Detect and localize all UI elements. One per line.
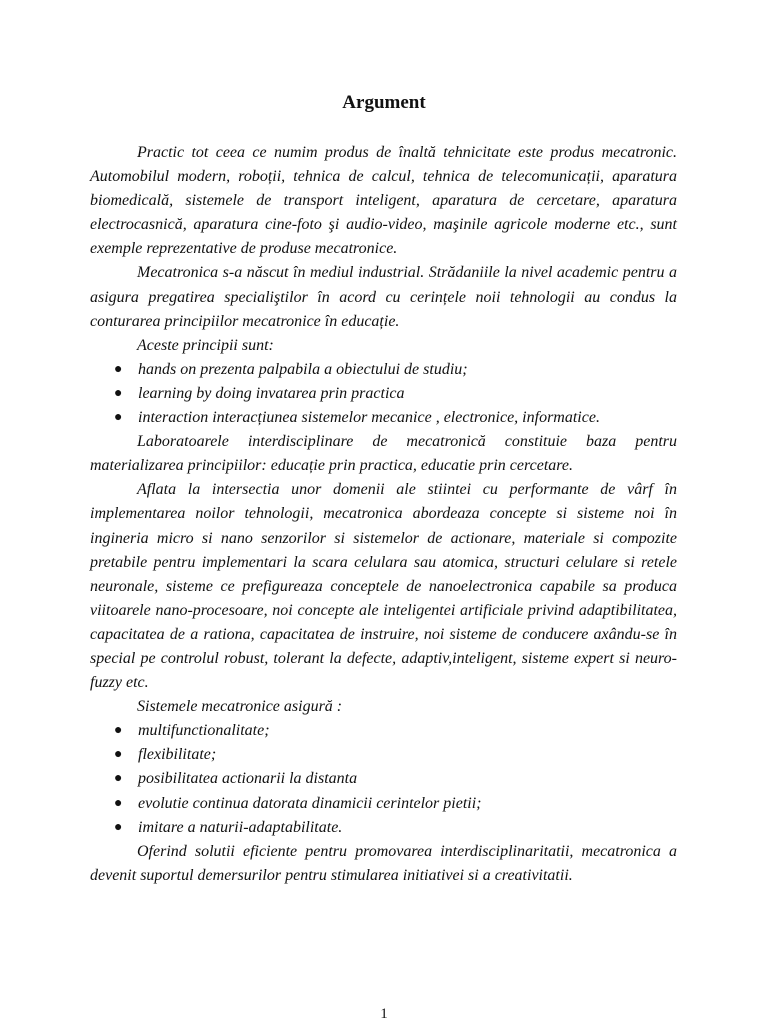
- list-item-text: evolutie continua datorata dinamicii cerintelor pietii;: [138, 794, 482, 812]
- principles-list: [90, 358, 677, 430]
- bullet-icon: ●: [114, 819, 123, 835]
- document-body: [90, 141, 677, 888]
- list-item: [90, 382, 677, 406]
- paragraph-research: Aflata la intersectia unor domenii ale stiintei cu performante de vârf în implementarea noilor tehnologii, mecatronica abordeaza concepte si sisteme noi în ingineria micro si nano senzorilor si sistemelor de actionare, materiale si compozite pretabile pentru implementari la scara celulara sau atomica, structuri celulare si retele neuronale, sisteme ce prefigureaza conceptele de nanoelectronica capabile sa produca viitoarele nano-procesoare, noi concepte ale inteligentei artificiale privind adaptibilitatea, capacitatea de a rationa, capacitatea de instruire, noi sisteme de conducere axându-se în special pe controlul robust, tolerant la defecte, adaptiv,inteligent, sisteme expert si neuro-fuzzy etc.: [90, 481, 677, 692]
- features-list: [90, 719, 677, 839]
- paragraph-origin: Mecatronica s-a născut în mediul industrial. Strădaniile la nivel academic pentru a asigura pregatirea specialiştilor în acord cu cerințele noii tehnologii au condus la conturarea principiilor mecatronice în educație.: [90, 264, 677, 330]
- list-item: [90, 358, 677, 382]
- bullet-icon: ●: [114, 771, 123, 787]
- bullet-icon: ●: [114, 361, 123, 377]
- paragraph-intro: Practic tot ceea ce numim produs de înaltă tehnicitate este produs mecatronic. Automobilul modern, roboții, tehnica de calcul, tehnica de telecomunicații, aparatura biomedicală, sistemele de transport inteligent, aparatura de cercetare, aparatura electrocasnică, aparatura cine-foto şi audio-video, maşinile agricole moderne etc., sunt exemple reprezentative de produse mecatronice.: [90, 144, 677, 258]
- paragraph-features-intro: Sistemele mecatronice asigură :: [137, 698, 343, 716]
- paragraph-conclusion: Oferind solutii eficiente pentru promovarea interdisciplinaritatii, mecatronica a devenit suportul demersurilor pentru stimularea initiativei si a creativitatii.: [90, 842, 677, 884]
- list-item-text: posibilitatea actionarii la distanta: [138, 770, 358, 788]
- list-item-text: multifunctionalitate;: [138, 722, 270, 740]
- paragraph-principles-intro: Aceste principii sunt:: [137, 336, 274, 354]
- bullet-icon: ●: [114, 410, 123, 426]
- list-item: [90, 406, 677, 430]
- list-item: [90, 719, 677, 743]
- paragraph-laboratories: Laboratoarele interdisciplinare de mecatronică constituie baza pentru materializarea principiilor: educație prin practica, educatie prin cercetare.: [90, 433, 677, 475]
- list-item: [90, 767, 677, 791]
- page-title: Argument: [342, 92, 426, 113]
- bullet-icon: ●: [114, 747, 123, 763]
- list-item-text: hands on prezenta palpabila a obiectului de studiu;: [138, 360, 468, 378]
- bullet-icon: ●: [114, 385, 123, 401]
- bullet-icon: ●: [114, 723, 123, 739]
- list-item-text: interaction interacțiunea sistemelor mecanice , electronice, informatice.: [138, 409, 600, 427]
- list-item: [90, 792, 677, 816]
- list-item: [90, 743, 677, 767]
- list-item-text: flexibilitate;: [138, 746, 217, 764]
- list-item: [90, 816, 677, 840]
- page-number: 1: [380, 1006, 388, 1022]
- bullet-icon: ●: [114, 795, 123, 811]
- list-item-text: imitare a naturii-adaptabilitate.: [138, 818, 343, 836]
- list-item-text: learning by doing invatarea prin practica: [138, 384, 405, 402]
